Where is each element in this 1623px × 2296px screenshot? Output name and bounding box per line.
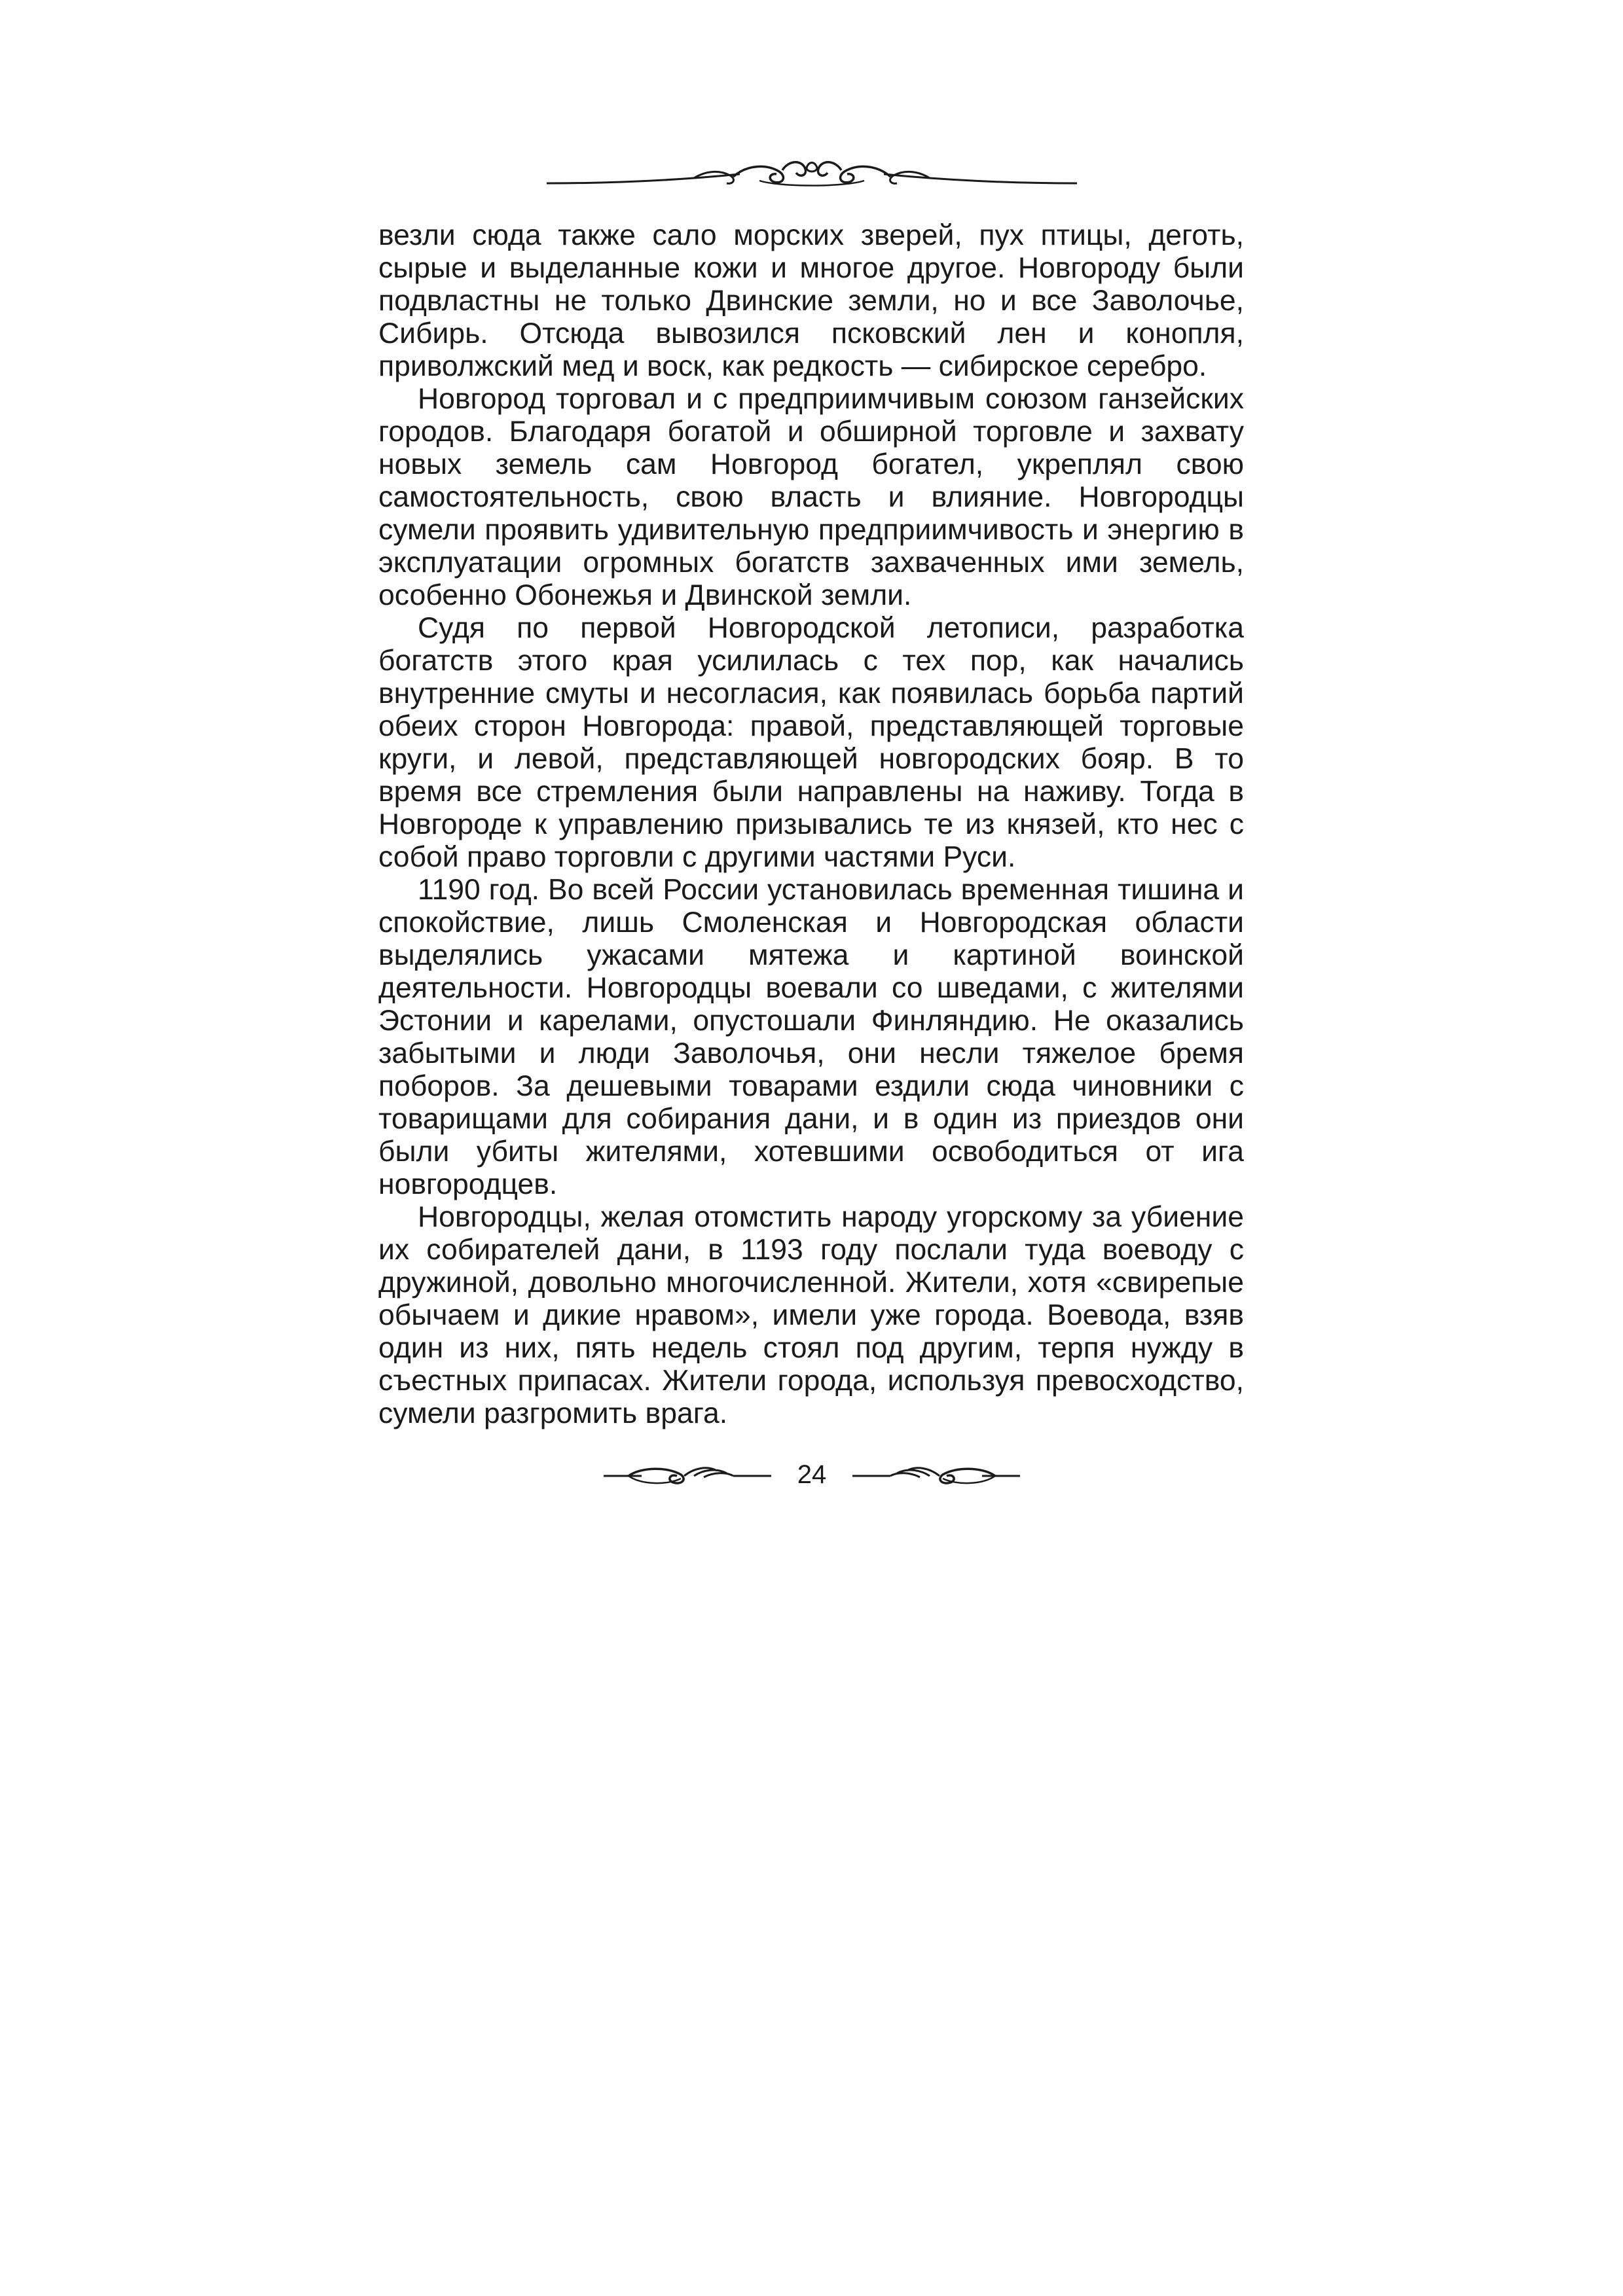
paragraph-1: везли сюда также сало морских зверей, пух птицы, деготь, сырые и выделанные кожи и многое другое. Новгороду были подвластны не только Двинские земли, но и все Заволочье, Сибирь. Отсюда вывозился псковский лен и конопля, приволжский мед и воск, как редкость — сибирское серебро. [378, 219, 1244, 382]
paragraph-3: Судя по первой Новгородской летописи, разработка богатств этого края усилилась с тех пор, как начались внутренние смуты и несогласия, как появилась борьба партий обеих сторон Новгорода: правой, представляющей торговые круги, и левой, представляющей новгородских бояр. В то время все стремления были направлены на наживу. Тогда в Новгороде к управлению призывались те из князей, кто нес с собой право торговли с другими частями Руси. [378, 612, 1244, 873]
main-text [378, 219, 1244, 1430]
paragraph-5: Новгородцы, желая отомстить народу угорскому за убиение их собирателей дани, в 1193 году послали туда воеводу с дружиной, довольно многочисленной. Жители, хотя «свирепые обычаем и дикие нравом», имели уже города. Воевода, взяв один из них, пять недель стоял под другим, терпя нужду в съестных припасах. Жители города, используя превосходство, сумели разгромить врага. [378, 1201, 1244, 1429]
paragraph-2: Новгород торговал и с предприимчивым союзом ганзейских городов. Благодаря богатой и обширной торговле и захвату новых земель сам Новгород богател, укреплял свою самостоятельность, свою власть и влияние. Новгородцы сумели проявить удивительную предприимчивость и энергию в эксплуатации огромных богатств захваченных ими земель, особенно Обонежья и Двинской земли. [378, 383, 1244, 611]
footer-right-ornament [851, 1462, 1021, 1490]
paragraph-4: 1190 год. Во всей России установилась временная тишина и спокойствие, лишь Смоленская и Новгородская области выделялись ужасами мятежа и картиной воинской деятельности. Новгородцы воевали со шведами, с жителями Эстонии и карелами, опустошали Финляндию. Не оказались забытыми и люди Заволочья, они несли тяжелое бремя поборов. За дешевыми товарами ездили сюда чиновники с товарищами для собирания дани, и в один из приездов они были убиты жителями, хотевшими освободиться от ига новгородцев. [378, 874, 1244, 1200]
footer-left-ornament [602, 1462, 773, 1490]
page-number: 24 [797, 1460, 827, 1489]
page-footer [602, 1456, 1021, 1496]
top-flourish-ornament [543, 151, 1080, 196]
